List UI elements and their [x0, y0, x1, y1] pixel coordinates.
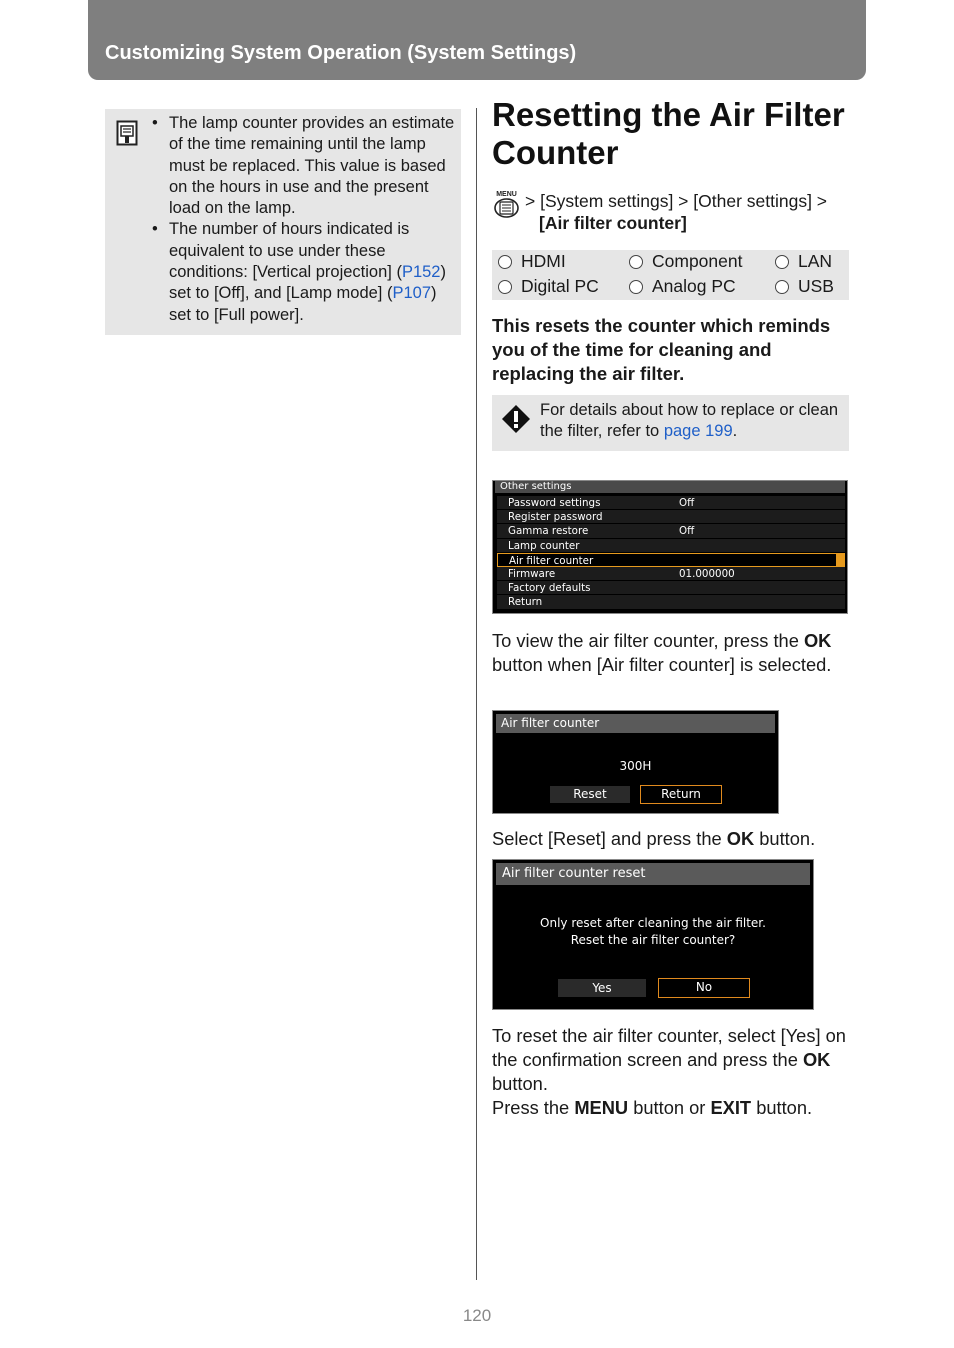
- exit-label: EXIT: [710, 1097, 752, 1118]
- air-filter-counter-screenshot: [492, 710, 779, 814]
- menu-rows: [497, 496, 845, 610]
- bullet: •: [152, 114, 158, 132]
- instruction-confirm: [492, 1024, 852, 1120]
- bullet: •: [152, 220, 158, 239]
- warning-line-2: Reset the air filter counter?: [570, 933, 736, 947]
- instruction-view: [492, 629, 852, 677]
- menu-row-label: Return: [508, 596, 543, 609]
- note-text: ) set to [Off], and [Lamp mode] (: [169, 263, 446, 303]
- ok-label: OK: [802, 1049, 831, 1070]
- instruction-select-reset: [492, 827, 862, 851]
- note-list: [152, 113, 457, 326]
- menu-row: [497, 539, 845, 553]
- radio-icon: [629, 255, 643, 269]
- input-usb: [775, 276, 834, 297]
- radio-icon: [498, 255, 512, 269]
- menu-row-value: Off: [679, 497, 695, 509]
- note-text: The number of hours indicated is equivalent to use under these conditions: [Vertical projection] (: [169, 220, 410, 282]
- input-label: Digital PC: [521, 276, 599, 296]
- menu-path: [525, 190, 855, 234]
- menu-row-value: 01.000000: [679, 567, 735, 580]
- note-text: ) set to [Full power].: [169, 284, 437, 324]
- input-label: Analog PC: [652, 276, 736, 296]
- note-item: [152, 219, 457, 325]
- air-filter-reset-screenshot: [492, 859, 814, 1010]
- warning-line-1: Only reset after cleaning the air filter.: [540, 916, 766, 930]
- text: button or: [628, 1097, 711, 1118]
- screen-title: Other settings: [495, 481, 845, 493]
- text: button.: [754, 828, 816, 849]
- menu-path-line: > [System settings] > [Other settings] >: [525, 191, 828, 211]
- note-box: [105, 109, 461, 335]
- input-label: USB: [798, 276, 834, 296]
- note-text: The lamp counter provides an estimate of the time remaining until the lamp must be replaced. This value is based on the hours in use and the present load on the lamp.: [169, 114, 455, 218]
- text: button when [Air filter counter] is selected.: [492, 654, 832, 675]
- yes-button: Yes: [558, 979, 646, 997]
- menu-row-label: Gamma restore: [508, 525, 589, 538]
- page-link-p152[interactable]: P152: [401, 263, 441, 282]
- no-button: No: [658, 978, 750, 998]
- caution-end: .: [732, 422, 738, 441]
- radio-icon: [775, 280, 789, 294]
- header-title: Customizing System Operation (System Settings): [105, 42, 577, 64]
- counter-value: 300H: [619, 759, 652, 773]
- menu-row: [497, 510, 845, 524]
- menu-icon-label: MENU: [496, 191, 517, 198]
- input-label: HDMI: [521, 251, 566, 271]
- input-hdmi: [498, 251, 566, 272]
- ok-label: OK: [803, 630, 832, 651]
- ok-label: OK: [726, 828, 755, 849]
- input-label: Component: [652, 251, 743, 271]
- input-digital-pc: [498, 276, 599, 297]
- input-component: [629, 251, 742, 272]
- menu-row: [497, 581, 845, 595]
- menu-row-selected: [497, 553, 845, 567]
- text: button.: [492, 1073, 548, 1094]
- menu-row: [497, 524, 845, 538]
- screen-title: Air filter counter reset: [496, 863, 810, 885]
- menu-row-value: Off: [679, 525, 695, 538]
- caution-box: [492, 395, 849, 451]
- note-item: [152, 113, 457, 219]
- column-divider: [476, 108, 477, 1280]
- menu-row-label: Firmware: [508, 567, 556, 580]
- caution-text: [540, 400, 840, 443]
- text: Select [Reset] and press the: [492, 828, 727, 849]
- page-title: Resetting the Air Filter Counter: [492, 96, 845, 171]
- other-settings-screenshot: [492, 480, 848, 614]
- page-link-p107[interactable]: P107: [392, 284, 432, 303]
- input-analog-pc: [629, 276, 736, 297]
- text: button.: [751, 1097, 813, 1118]
- memo-icon: [116, 120, 138, 146]
- lead-text: This resets the counter which reminds you of the time for cleaning and replacing the air filter.: [492, 315, 831, 384]
- radio-icon: [629, 280, 643, 294]
- caution-icon: [501, 404, 531, 434]
- text: Press the: [492, 1097, 575, 1118]
- menu-label: MENU: [574, 1097, 629, 1118]
- menu-path-target: [Air filter counter]: [539, 213, 687, 233]
- screen-title: Air filter counter: [496, 714, 775, 733]
- menu-row: [497, 567, 845, 581]
- page-header: [88, 0, 866, 80]
- menu-row-label: Register password: [508, 511, 603, 524]
- reset-button: Reset: [550, 786, 630, 803]
- menu-row: [497, 595, 845, 609]
- menu-row: [497, 496, 845, 510]
- text: To view the air filter counter, press the: [492, 630, 804, 651]
- applicable-inputs: [492, 250, 849, 300]
- page-number: 120: [462, 1306, 492, 1325]
- caution-body: For details about how to replace or clean the filter, refer to: [540, 401, 839, 441]
- radio-icon: [775, 255, 789, 269]
- menu-row-label: Lamp counter: [508, 539, 580, 552]
- menu-row-label: Factory defaults: [508, 582, 591, 595]
- input-lan: [775, 251, 832, 272]
- menu-row-label: Air filter counter: [509, 554, 594, 567]
- input-label: LAN: [798, 251, 833, 271]
- radio-icon: [498, 280, 512, 294]
- menu-button-icon: [493, 189, 520, 219]
- text: To reset the air filter counter, select [Yes] on the confirmation screen and press the: [492, 1025, 846, 1070]
- return-button: Return: [640, 785, 722, 804]
- menu-row-label: Password settings: [508, 497, 601, 509]
- page-link-199[interactable]: page 199: [663, 422, 733, 441]
